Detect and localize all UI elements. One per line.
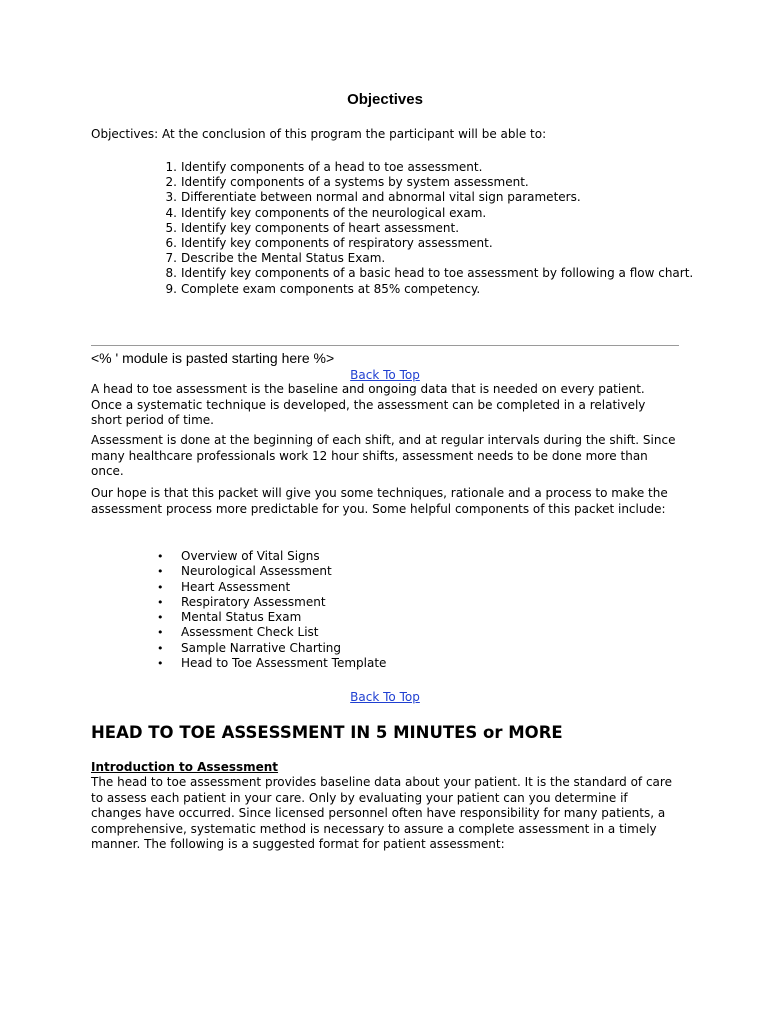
list-item: • Respiratory Assessment <box>181 595 768 610</box>
list-item: Identify key components of heart assessment. <box>181 220 460 235</box>
list-item: Identify components of a head to toe assessment. <box>181 160 483 174</box>
list-item: Describe the Mental Status Exam. <box>181 251 386 266</box>
list-item: • Neurological Assessment <box>181 564 768 579</box>
page-title: Objectives <box>347 91 423 108</box>
section-paragraph: The head to toe assessment provides baseline data about your patient. It is the standard of care to assess each patient in your care. Only by evaluating your patient can you determine if changes have occurred. Since licensed personnel often have responsibility for many patients, a comprehensive, systematic method is necessary to assure a complete assessment in a timely manner. The following is a suggested format for patient assessment: <box>91 775 672 852</box>
list-item: • Head to Toe Assessment Template <box>181 656 768 671</box>
list-item: Differentiate between normal and abnormal vital sign parameters. <box>181 190 581 205</box>
back-to-top-top <box>91 367 679 383</box>
back-to-top-link[interactable]: Back To Top <box>350 368 420 382</box>
list-item: Identify key components of respiratory assessment. <box>181 236 493 251</box>
list-item: • Sample Narrative Charting <box>181 641 768 656</box>
list-item: • Assessment Check List <box>181 625 768 640</box>
objectives-intro: Objectives: At the conclusion of this program the participant will be able to: <box>91 127 547 141</box>
horizontal-divider <box>91 345 679 346</box>
section-subheading: Introduction to Assessment <box>91 760 279 774</box>
list-item: Complete exam components at 85% competency. <box>181 281 481 296</box>
back-to-top-link[interactable]: Back To Top <box>350 690 420 704</box>
paragraph: A head to toe assessment is the baseline and ongoing data that is needed on every patient. Once a systematic technique is developed, the assessment can be completed in a relatively short period of time. <box>91 382 646 428</box>
list-item: Identify components of a systems by system assessment. <box>181 175 529 190</box>
list-item: • Heart Assessment <box>181 580 768 595</box>
section-heading: HEAD TO TOE ASSESSMENT IN 5 MINUTES or MORE <box>91 723 563 742</box>
paragraph: Our hope is that this packet will give you some techniques, rationale and a process to make the assessment process more predictable for you. Some helpful components of this packet include: <box>91 486 668 516</box>
module-note: <% ' module is pasted starting here %> <box>91 350 335 366</box>
list-item: • Overview of Vital Signs <box>181 549 768 564</box>
list-item: Identify key components of the neurological exam. <box>181 205 487 220</box>
objectives-list <box>91 160 768 297</box>
paragraph: Assessment is done at the beginning of each shift, and at regular intervals during the shift. Since many healthcare professionals work 12 hour shifts, assessment needs to be done more than once. <box>91 433 676 479</box>
packet-components-list <box>91 549 768 671</box>
back-to-top-bottom <box>91 689 679 705</box>
list-item: Identify key components of a basic head to toe assessment by following a flow chart. <box>181 266 694 281</box>
list-item: • Mental Status Exam <box>181 610 768 625</box>
